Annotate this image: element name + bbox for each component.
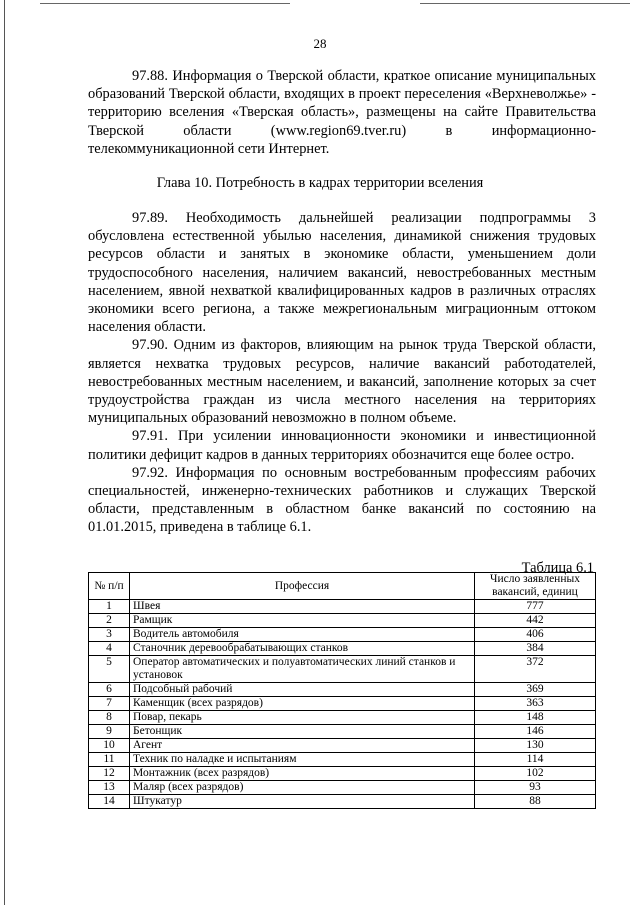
row-profession: Рамщик <box>130 614 475 628</box>
row-number: 10 <box>89 739 130 753</box>
header-profession: Профессия <box>130 573 475 600</box>
row-count: 384 <box>475 642 596 656</box>
row-number: 13 <box>89 781 130 795</box>
page-number: 28 <box>313 36 327 51</box>
paragraph-97-90: 97.90. Одним из факторов, влияющим на рынок труда Тверской области, является нехватка трудовых ресурсов, наличие вакансий работодателей, невостребованных местным населением, и вакансий, заполнение которых за счет трудоустройства граждан из числа местного населения на территориях муниципальных образований невозможно в полном объеме. <box>88 337 596 427</box>
table-row <box>89 725 596 739</box>
table-row <box>89 600 596 614</box>
row-count: 114 <box>475 753 596 767</box>
row-profession: Агент <box>130 739 475 753</box>
row-number: 6 <box>89 683 130 697</box>
row-profession: Повар, пекарь <box>130 711 475 725</box>
vacancies-table <box>88 572 596 809</box>
scan-top-line <box>420 3 630 4</box>
row-count: 146 <box>475 725 596 739</box>
paragraph-97-92: 97.92. Информация по основным востребованным профессиям рабочих специальностей, инженерно-технических работников и служащих Тверской области, представленным в областном банке вакансий по состоянию на 01.01.2015, приведена в таблице 6.1. <box>88 464 596 536</box>
row-count: 93 <box>475 781 596 795</box>
row-profession: Водитель автомобиля <box>130 628 475 642</box>
row-profession: Оператор автоматических и полуавтоматических линий станков и установок <box>130 656 475 683</box>
row-number: 12 <box>89 767 130 781</box>
table-row <box>89 656 596 683</box>
table-row <box>89 628 596 642</box>
row-count: 102 <box>475 767 596 781</box>
row-number: 8 <box>89 711 130 725</box>
body-block <box>88 209 596 537</box>
row-profession: Штукатур <box>130 795 475 809</box>
row-count: 130 <box>475 739 596 753</box>
paragraph-97-89: 97.89. Необходимость дальнейшей реализации подпрограммы 3 обусловлена естественной убылью населения, динамикой снижения трудовых ресурсов области и занятых в экономике области, уменьшением доли трудоспособного населения, наличием вакансий, невостребованных местным населением, явной нехваткой квалифицированных кадров в различных отраслях экономики всего региона, а также межрегиональным миграционным оттоком населения области. <box>88 210 596 336</box>
row-number: 4 <box>89 642 130 656</box>
table-row <box>89 642 596 656</box>
row-profession: Монтажник (всех разрядов) <box>130 767 475 781</box>
row-number: 5 <box>89 656 130 683</box>
row-number: 3 <box>89 628 130 642</box>
row-count: 148 <box>475 711 596 725</box>
row-count: 442 <box>475 614 596 628</box>
table-row <box>89 614 596 628</box>
row-count: 372 <box>475 656 596 683</box>
paragraph-97-91: 97.91. При усилении инновационности экономики и инвестиционной политики дефицит кадров в данных территориях обозначится еще более остро. <box>88 428 596 463</box>
table-row <box>89 781 596 795</box>
row-profession: Бетонщик <box>130 725 475 739</box>
row-count: 406 <box>475 628 596 642</box>
row-count: 777 <box>475 600 596 614</box>
header-count: Число заявленных вакансий, единиц <box>475 573 596 600</box>
row-profession: Подсобный рабочий <box>130 683 475 697</box>
row-count: 363 <box>475 697 596 711</box>
table-row <box>89 711 596 725</box>
table-row <box>89 795 596 809</box>
table-header-row <box>89 573 596 600</box>
chapter-heading: Глава 10. Потребность в кадрах территории вселения <box>156 175 484 191</box>
intro-block <box>88 67 596 158</box>
row-count: 369 <box>475 683 596 697</box>
table-row <box>89 753 596 767</box>
scan-edge-line <box>4 0 5 905</box>
row-count: 88 <box>475 795 596 809</box>
table-row <box>89 683 596 697</box>
row-number: 14 <box>89 795 130 809</box>
row-number: 2 <box>89 614 130 628</box>
row-profession: Швея <box>130 600 475 614</box>
paragraph-97-88: 97.88. Информация о Тверской области, краткое описание муниципальных образований Тверской области, входящих в проект переселения «Верхневолжье» - территорию вселения «Тверская область», размещены на сайте Правительства Тверской области (www.region69.tver.ru) в информационно-телекоммуникационной сети Интернет. <box>88 68 596 157</box>
row-profession: Маляр (всех разрядов) <box>130 781 475 795</box>
row-number: 11 <box>89 753 130 767</box>
table-caption: Таблица 6.1 <box>521 560 594 576</box>
table-row <box>89 697 596 711</box>
row-profession: Станочник деревообрабатывающих станков <box>130 642 475 656</box>
row-profession: Техник по наладке и испытаниям <box>130 753 475 767</box>
table-row <box>89 767 596 781</box>
scan-top-line <box>40 3 290 4</box>
row-profession: Каменщик (всех разрядов) <box>130 697 475 711</box>
row-number: 9 <box>89 725 130 739</box>
header-num: № п/п <box>89 573 130 600</box>
row-number: 1 <box>89 600 130 614</box>
table-row <box>89 739 596 753</box>
row-number: 7 <box>89 697 130 711</box>
